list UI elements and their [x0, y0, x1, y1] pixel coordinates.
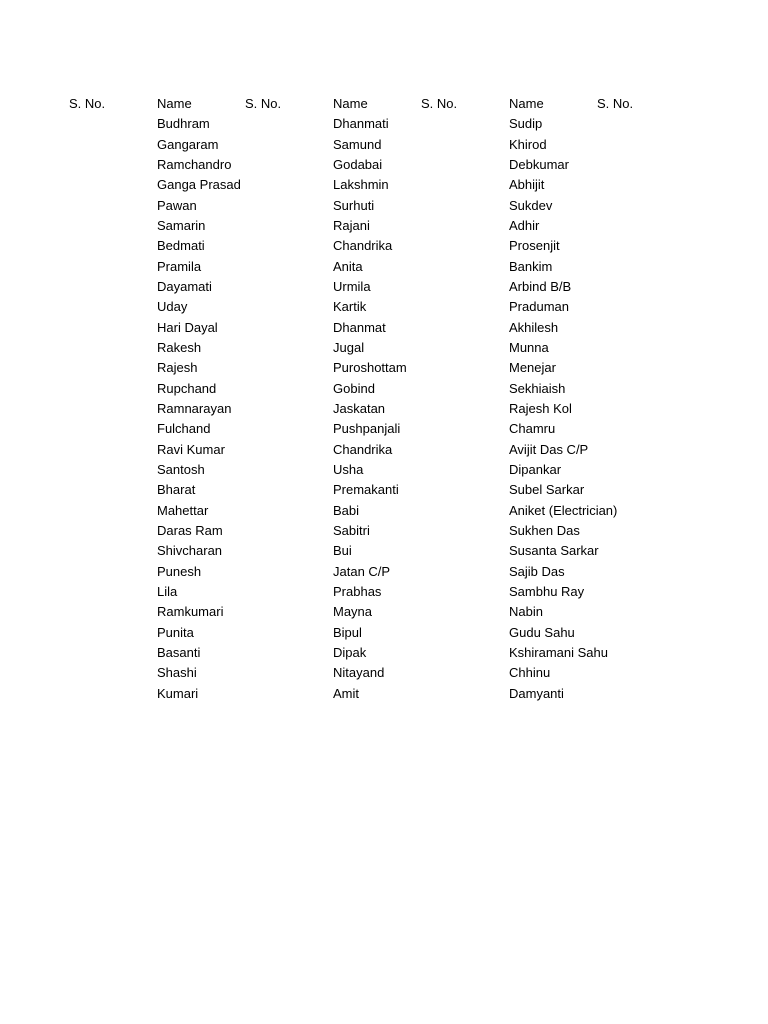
name-cell: Prosenjit: [509, 238, 560, 254]
name-cell: Rajesh Kol: [509, 400, 572, 416]
serial-number-cell: [69, 135, 157, 155]
serial-number-cell: [597, 114, 685, 134]
name-cell: Pushpanjali: [333, 421, 401, 437]
name-cell: Ravi Kumar: [157, 441, 225, 457]
serial-number-cell: [245, 236, 333, 256]
name-cell: Avijit Das C/P: [509, 441, 589, 457]
serial-number-cell: [597, 562, 685, 582]
serial-number-cell: [421, 135, 509, 155]
name-cell: Samund: [333, 136, 382, 152]
header-name-2: Name: [333, 96, 368, 111]
name-cell: Bharat: [157, 482, 196, 498]
name-cell: Surhuti: [333, 197, 375, 213]
serial-number-cell: [421, 114, 509, 134]
serial-number-cell: [245, 562, 333, 582]
name-cell: Rajesh: [157, 360, 198, 376]
name-cell: Sudip: [509, 116, 543, 132]
serial-number-cell: [245, 338, 333, 358]
name-cell: Menejar: [509, 360, 556, 376]
serial-number-cell: [597, 297, 685, 317]
serial-number-cell: [69, 480, 157, 500]
name-cell: Nabin: [509, 604, 543, 620]
name-cell: Rupchand: [157, 380, 217, 396]
name-cell: Abhijit: [509, 177, 545, 193]
name-cell: Dhanmat: [333, 319, 386, 335]
header-sno-1: S. No.: [69, 96, 106, 111]
name-cell: Jatan C/P: [333, 563, 391, 579]
serial-number-cell: [597, 135, 685, 155]
name-cell: Lakshmin: [333, 177, 389, 193]
name-cell: Mahettar: [157, 502, 209, 518]
name-cell: Jaskatan: [333, 400, 386, 416]
serial-number-cell: [597, 663, 685, 683]
serial-number-cell: [421, 216, 509, 236]
name-cell: Basanti: [157, 644, 201, 660]
serial-number-cell: [597, 541, 685, 561]
name-cell: Godabai: [333, 156, 383, 172]
name-cell: Samarin: [157, 217, 206, 233]
serial-number-cell: [421, 521, 509, 541]
serial-number-cell: [245, 196, 333, 216]
serial-number-cell: [597, 602, 685, 622]
serial-number-cell: [69, 155, 157, 175]
serial-number-cell: [245, 541, 333, 561]
name-cell: Bipul: [333, 624, 362, 640]
serial-number-cell: [69, 318, 157, 338]
serial-number-cell: [421, 175, 509, 195]
name-cell: Babi: [333, 502, 360, 518]
name-cell: Debkumar: [509, 156, 569, 172]
serial-number-cell: [597, 236, 685, 256]
name-cell: Arbind B/B: [509, 278, 572, 294]
serial-number-cell: [421, 501, 509, 521]
name-cell: Hari Dayal: [157, 319, 218, 335]
serial-number-cell: [69, 399, 157, 419]
header-name-3: Name: [509, 96, 544, 111]
serial-number-cell: [69, 175, 157, 195]
serial-number-cell: [421, 623, 509, 643]
serial-number-cell: [69, 196, 157, 216]
name-cell: Ramchandro: [157, 156, 232, 172]
serial-number-cell: [597, 338, 685, 358]
serial-number-cell: [597, 358, 685, 378]
name-cell: Puroshottam: [333, 360, 407, 376]
name-cell: Ramnarayan: [157, 400, 232, 416]
serial-number-cell: [245, 358, 333, 378]
serial-number-cell: [69, 521, 157, 541]
serial-number-cell: [245, 114, 333, 134]
serial-number-cell: [69, 582, 157, 602]
serial-number-cell: [597, 684, 685, 704]
header-sno-2: S. No.: [245, 96, 282, 111]
serial-number-cell: [245, 175, 333, 195]
serial-number-cell: [421, 399, 509, 419]
name-cell: Khirod: [509, 136, 547, 152]
serial-number-cell: [421, 257, 509, 277]
serial-number-cell: [597, 501, 685, 521]
name-cell: Subel Sarkar: [509, 482, 585, 498]
name-cell: Rakesh: [157, 339, 202, 355]
name-cell: Sekhiaish: [509, 380, 566, 396]
name-cell: Sukdev: [509, 197, 553, 213]
serial-number-cell: [421, 562, 509, 582]
serial-number-cell: [245, 684, 333, 704]
serial-number-cell: [597, 419, 685, 439]
name-cell: Sabitri: [333, 522, 370, 538]
name-cell: Ganga Prasad: [157, 177, 241, 193]
name-cell: Prabhas: [333, 583, 382, 599]
serial-number-cell: [597, 582, 685, 602]
name-cell: Gobind: [333, 380, 375, 396]
name-cell: Kshiramani Sahu: [509, 644, 608, 660]
name-cell: Punesh: [157, 563, 202, 579]
serial-number-cell: [597, 257, 685, 277]
name-cell: Akhilesh: [509, 319, 559, 335]
serial-number-cell: [245, 257, 333, 277]
name-cell: Daras Ram: [157, 522, 223, 538]
name-cell: Gudu Sahu: [509, 624, 575, 640]
name-cell: Munna: [509, 339, 549, 355]
name-cell: Aniket (Electrician): [509, 502, 618, 518]
name-cell: Sajib Das: [509, 563, 565, 579]
serial-number-cell: [421, 318, 509, 338]
serial-number-cell: [245, 480, 333, 500]
serial-number-cell: [69, 663, 157, 683]
name-cell: Bankim: [509, 258, 553, 274]
name-cell: Chamru: [509, 421, 556, 437]
name-cell: Chandrika: [333, 238, 393, 254]
header-name-1: Name: [157, 96, 192, 111]
serial-number-cell: [421, 277, 509, 297]
serial-number-cell: [245, 602, 333, 622]
serial-number-cell: [597, 440, 685, 460]
name-cell: Lila: [157, 583, 178, 599]
name-cell: Punita: [157, 624, 194, 640]
serial-number-cell: [421, 196, 509, 216]
serial-number-cell: [69, 419, 157, 439]
serial-number-cell: [597, 277, 685, 297]
serial-number-cell: [69, 501, 157, 521]
serial-number-cell: [597, 318, 685, 338]
serial-number-cell: [597, 399, 685, 419]
serial-number-cell: [597, 196, 685, 216]
name-cell: Susanta Sarkar: [509, 543, 599, 559]
serial-number-cell: [597, 155, 685, 175]
name-cell: Adhir: [509, 217, 540, 233]
name-cell: Dipankar: [509, 461, 562, 477]
name-cell: Ramkumari: [157, 604, 224, 620]
serial-number-cell: [597, 460, 685, 480]
serial-number-cell: [69, 460, 157, 480]
serial-number-cell: [69, 379, 157, 399]
serial-number-cell: [421, 460, 509, 480]
serial-number-cell: [245, 521, 333, 541]
serial-number-cell: [69, 236, 157, 256]
serial-number-cell: [421, 419, 509, 439]
serial-number-cell: [245, 460, 333, 480]
serial-number-cell: [69, 114, 157, 134]
name-cell: Premakanti: [333, 482, 399, 498]
serial-number-cell: [245, 501, 333, 521]
serial-number-cell: [245, 297, 333, 317]
serial-number-cell: [69, 562, 157, 582]
serial-number-cell: [597, 175, 685, 195]
name-cell: Anita: [333, 258, 363, 274]
name-cell: Chhinu: [509, 665, 551, 681]
serial-number-cell: [245, 135, 333, 155]
name-cell: Dipak: [333, 644, 367, 660]
serial-number-cell: [597, 480, 685, 500]
serial-number-cell: [69, 257, 157, 277]
name-cell: Shashi: [157, 665, 197, 681]
serial-number-cell: [69, 684, 157, 704]
name-cell: Pawan: [157, 197, 197, 213]
serial-number-cell: [245, 399, 333, 419]
serial-number-cell: [421, 684, 509, 704]
serial-number-cell: [421, 379, 509, 399]
serial-number-cell: [245, 379, 333, 399]
serial-number-cell: [69, 338, 157, 358]
serial-number-cell: [69, 643, 157, 663]
serial-number-cell: [421, 440, 509, 460]
serial-number-cell: [245, 582, 333, 602]
serial-number-cell: [69, 277, 157, 297]
name-cell: Damyanti: [509, 685, 564, 701]
serial-number-cell: [245, 440, 333, 460]
serial-number-cell: [245, 643, 333, 663]
name-cell: Budhram: [157, 116, 210, 132]
name-cell: Uday: [157, 299, 188, 315]
serial-number-cell: [421, 480, 509, 500]
name-cell: Nitayand: [333, 665, 385, 681]
serial-number-cell: [69, 358, 157, 378]
name-cell: Dayamati: [157, 278, 212, 294]
serial-number-cell: [245, 216, 333, 236]
serial-number-cell: [421, 643, 509, 663]
name-cell: Bui: [333, 543, 352, 559]
serial-number-cell: [69, 297, 157, 317]
name-cell: Praduman: [509, 299, 569, 315]
serial-number-cell: [597, 643, 685, 663]
name-cell: Santosh: [157, 461, 205, 477]
name-cell: Jugal: [333, 339, 365, 355]
serial-number-cell: [245, 155, 333, 175]
name-cell: Mayna: [333, 604, 373, 620]
name-cell: Dhanmati: [333, 116, 389, 132]
serial-number-cell: [245, 663, 333, 683]
header-sno-4: S. No.: [597, 96, 634, 111]
name-cell: Bedmati: [157, 238, 205, 254]
serial-number-cell: [421, 663, 509, 683]
name-cell: Fulchand: [157, 421, 211, 437]
name-cell: Rajani: [333, 217, 370, 233]
serial-number-cell: [597, 521, 685, 541]
serial-number-cell: [421, 236, 509, 256]
serial-number-cell: [69, 440, 157, 460]
serial-number-cell: [421, 338, 509, 358]
name-cell: Chandrika: [333, 441, 393, 457]
serial-number-cell: [69, 602, 157, 622]
name-cell: Pramila: [157, 258, 202, 274]
serial-number-cell: [421, 297, 509, 317]
name-cell: Kartik: [333, 299, 367, 315]
serial-number-cell: [245, 277, 333, 297]
serial-number-cell: [421, 541, 509, 561]
name-cell: Urmila: [333, 278, 371, 294]
serial-number-cell: [69, 541, 157, 561]
serial-number-cell: [69, 216, 157, 236]
name-cell: Amit: [333, 685, 359, 701]
serial-number-cell: [597, 379, 685, 399]
name-cell: Sambhu Ray: [509, 583, 585, 599]
serial-number-cell: [245, 318, 333, 338]
serial-number-cell: [421, 582, 509, 602]
name-cell: Gangaram: [157, 136, 219, 152]
serial-number-cell: [597, 216, 685, 236]
serial-number-cell: [421, 358, 509, 378]
name-cell: Shivcharan: [157, 543, 223, 559]
name-table: [69, 94, 685, 704]
serial-number-cell: [245, 419, 333, 439]
serial-number-cell: [421, 155, 509, 175]
name-cell: Kumari: [157, 685, 199, 701]
name-cell: Usha: [333, 461, 364, 477]
serial-number-cell: [421, 602, 509, 622]
serial-number-cell: [245, 623, 333, 643]
name-cell: Sukhen Das: [509, 522, 580, 538]
serial-number-cell: [597, 623, 685, 643]
serial-number-cell: [69, 623, 157, 643]
header-sno-3: S. No.: [421, 96, 458, 111]
